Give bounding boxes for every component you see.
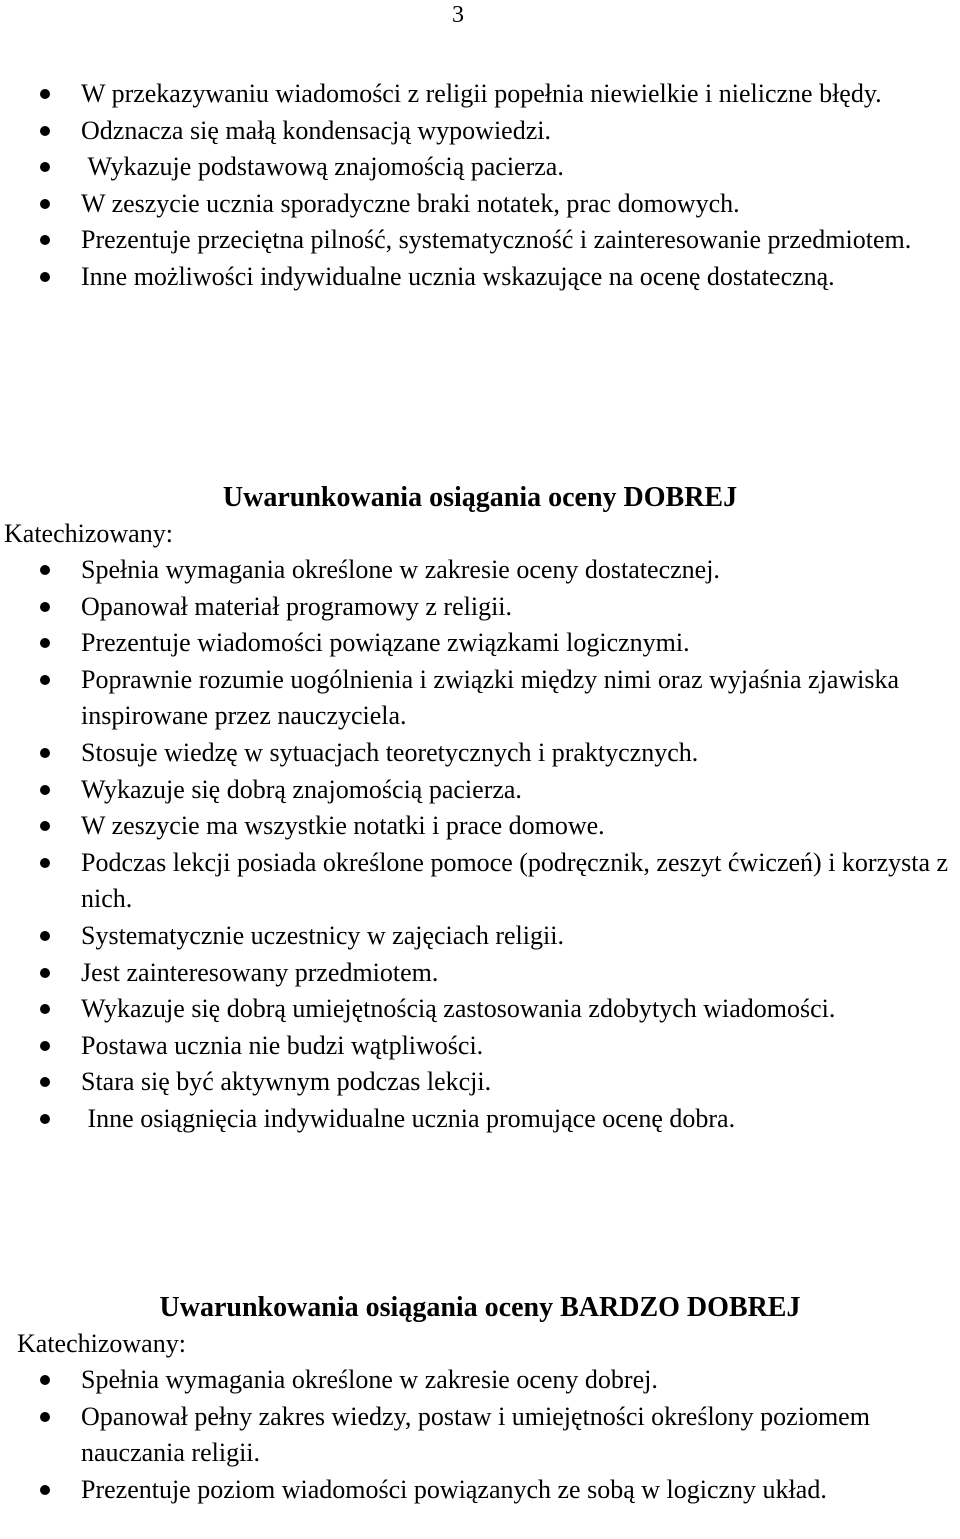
list-item: W zeszycie ma wszystkie notatki i prace domowe. [0, 808, 960, 845]
list-item: Wykazuje się dobrą umiejętnością zastosowania zdobytych wiadomości. [0, 991, 960, 1028]
list-item: Odznacza się małą kondensacją wypowiedzi. [0, 113, 960, 150]
list-item: Wykazuje podstawową znajomością pacierza. [0, 149, 960, 186]
bullet-icon [40, 1041, 50, 1051]
list-item: Stara się być aktywnym podczas lekcji. [0, 1064, 960, 1101]
section-dostateczna-tail [0, 76, 960, 296]
bullet-icon [40, 199, 50, 209]
list-item: Spełnia wymagania określone w zakresie oceny dostatecznej. [0, 552, 960, 589]
list-item: Systematycznie uczestnicy w zajęciach religii. [0, 918, 960, 955]
bullet-icon [40, 931, 50, 941]
list-item: Poprawnie rozumie uogólnienia i związki między nimi oraz wyjaśnia zjawiska inspirowane przez nauczyciela. [0, 662, 960, 735]
bullet-icon [40, 1114, 50, 1124]
bullet-icon [40, 785, 50, 795]
list-item: Inne możliwości indywidualne ucznia wskazujące na ocenę dostateczną. [0, 259, 960, 296]
list-item: Stosuje wiedzę w sytuacjach teoretycznych i praktycznych. [0, 735, 960, 772]
bullet-icon [40, 126, 50, 136]
list-item: W zeszycie ucznia sporadyczne braki notatek, prac domowych. [0, 186, 960, 223]
bullet-list [0, 1362, 960, 1508]
bullet-icon [40, 235, 50, 245]
bullet-icon [40, 1077, 50, 1087]
list-item: Prezentuje przeciętna pilność, systematyczność i zainteresowanie przedmiotem. [0, 222, 960, 259]
bullet-icon [40, 162, 50, 172]
page-number: 3 [452, 2, 464, 28]
list-item: Jest zainteresowany przedmiotem. [0, 955, 960, 992]
list-item: Spełnia wymagania określone w zakresie oceny dobrej. [0, 1362, 960, 1399]
bullet-icon [40, 821, 50, 831]
bullet-icon [40, 1485, 50, 1495]
list-item: Prezentuje poziom wiadomości powiązanych ze sobą w logiczny układ. [0, 1472, 960, 1509]
list-item: Inne osiągnięcia indywidualne ucznia promujące ocenę dobra. [0, 1101, 960, 1138]
section-heading: Uwarunkowania osiągania oceny BARDZO DOBREJ [159, 1292, 801, 1323]
section-bardzo-dobra [0, 1290, 960, 1508]
list-item: Opanował pełny zakres wiedzy, postaw i umiejętności określony poziomem nauczania religii. [0, 1399, 960, 1472]
bullet-icon [40, 675, 50, 685]
section-heading: Uwarunkowania osiągania oceny DOBREJ [222, 482, 738, 513]
list-item: Wykazuje się dobrą znajomością pacierza. [0, 772, 960, 809]
section-dobra [0, 480, 960, 1138]
list-item: W przekazywaniu wiadomości z religii popełnia niewielkie i nieliczne błędy. [0, 76, 960, 113]
bullet-list [0, 76, 960, 296]
bullet-icon [40, 89, 50, 99]
bullet-icon [40, 748, 50, 758]
list-item: Podczas lekcji posiada określone pomoce (podręcznik, zeszyt ćwiczeń) i korzysta z nich. [0, 845, 960, 918]
list-item: Postawa ucznia nie budzi wątpliwości. [0, 1028, 960, 1065]
bullet-icon [40, 602, 50, 612]
list-item: Prezentuje wiadomości powiązane związkami logicznymi. [0, 625, 960, 662]
bullet-icon [40, 858, 50, 868]
bullet-icon [40, 968, 50, 978]
section-subheading: Katechizowany: [17, 1329, 186, 1358]
bullet-icon [40, 272, 50, 282]
bullet-icon [40, 638, 50, 648]
section-subheading: Katechizowany: [4, 519, 173, 548]
bullet-list [0, 552, 960, 1138]
bullet-icon [40, 1004, 50, 1014]
list-item: Opanował materiał programowy z religii. [0, 589, 960, 626]
bullet-icon [40, 1375, 50, 1385]
bullet-icon [40, 1412, 50, 1422]
bullet-icon [40, 565, 50, 575]
